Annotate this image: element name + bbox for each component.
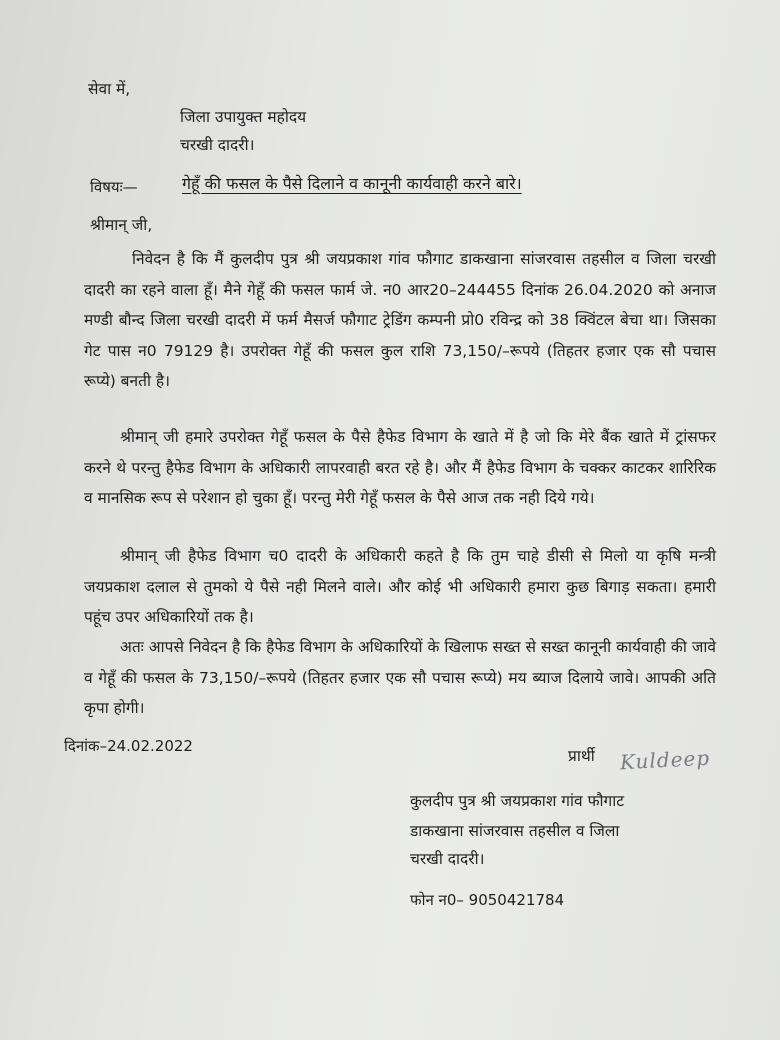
greeting: श्रीमान् जी, xyxy=(90,216,153,234)
recipient-line-1: जिला उपायुक्त महोदय xyxy=(180,108,307,126)
sender-line-3: चरखी दादरी। xyxy=(410,850,485,868)
salutation-to: सेवा में, xyxy=(88,80,131,98)
paragraph-3: श्रीमान् जी हैफेड विभाग च0 दादरी के अधिकारी कहते है कि तुम चाहे डीसी से मिलो या कृषि मन्त्री जयप्रकाश दलाल से तुमको ये पैसे नही मिलने वाले। और कोई भी अधिकारी हमारा कुछ बिगाड़ सकता। हमारी पहूंच उपर अधिकारियों तक है। xyxy=(84,547,716,626)
paragraph-1: निवेदन है कि मैं कुलदीप पुत्र श्री जयप्रकाश गांव फौगाट डाकखाना सांजरवास तहसील व जिला चरखी दादरी का रहने वाला हूँ। मैने गेहूँ की फसल फार्म जे. न0 आर20–244455 दिनांक 26.04.2020 को अनाज मण्डी बौन्द जिला चरखी दादरी में फर्म मैसर्ज फौगाट ट्रेडिंग कम्पनी प्रो0 रविन्द्र को 38 क्विंटल बेचा था। जिसका गेट पास न0 79129 है। उपरोक्त गेहूँ की फसल कुल राशि 73,150/–रूपये (तिहतर हजार एक सौ पचास रूप्ये) बनती है। xyxy=(84,250,716,390)
phone: फोन न0– 9050421784 xyxy=(410,891,565,909)
subject-label: विषयः— xyxy=(90,178,138,196)
date: दिनांक–24.02.2022 xyxy=(64,737,193,755)
sender-line-1: कुलदीप पुत्र श्री जयप्रकाश गांव फौगाट xyxy=(410,792,625,810)
signature: Kuldeep xyxy=(619,745,711,775)
paragraph-2: श्रीमान् जी हमारे उपरोक्त गेहूँ फसल के पैसे हैफेड विभाग के खाते में है जो कि मेरे बैंक खाते में ट्रांसफर करने थे परन्तु हैफेड विभाग के अधिकारी लापरवाही बरत रहे है। और मैं हैफेड विभाग के चक्कर काटकर शारिरिक व मानसिक रूप से परेशान हो चुका हूँ। परन्तु मेरी गेहूँ फसल के पैसे आज तक नही दिये गये। xyxy=(84,428,716,507)
paragraph-4: अतः आपसे निवेदन है कि हैफेड विभाग के अधिकारियों के खिलाफ सख्त से सख्त कानूनी कार्यवाही की जावे व गेहूँ की फसल के 73,150/–रूपये (तिहतर हजार एक सौ पचास रूप्ये) मय ब्याज दिलाये जावे। आपकी अति कृपा होगी। xyxy=(84,638,716,717)
sender-line-2: डाकखाना सांजरवास तहसील व जिला xyxy=(410,822,620,840)
applicant-label: प्रार्थी xyxy=(568,747,595,765)
subject-text: गेहूँ की फसल के पैसे दिलाने व कानूनी कार्यवाही करने बारे। xyxy=(182,174,522,193)
recipient-line-2: चरखी दादरी। xyxy=(180,136,255,154)
